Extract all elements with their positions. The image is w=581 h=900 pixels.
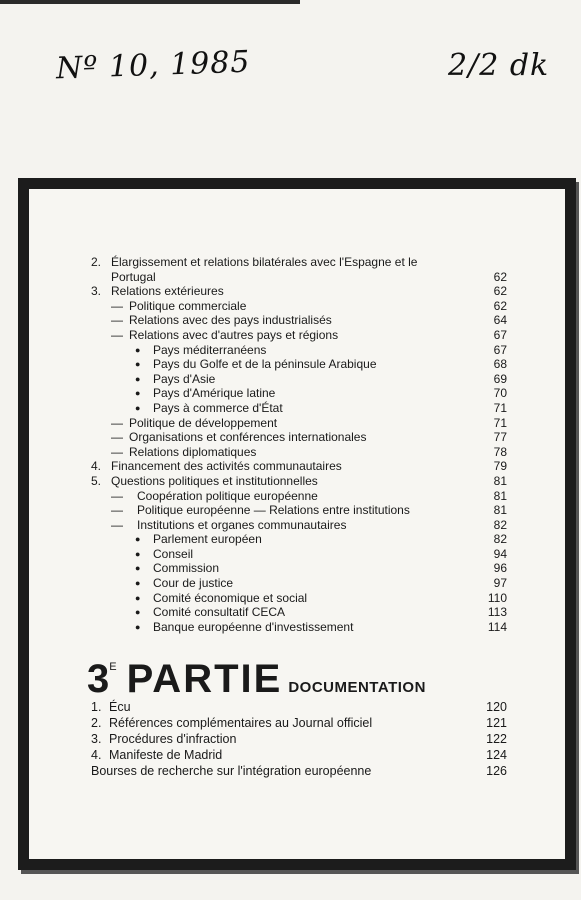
dash-marker: — bbox=[111, 327, 123, 342]
toc-entry bbox=[91, 561, 507, 576]
entry-number: 4. bbox=[91, 748, 102, 762]
page-number: 62 bbox=[493, 284, 507, 299]
page-number: 82 bbox=[493, 532, 507, 547]
entry-text: Pays du Golfe et de la péninsule Arabique bbox=[153, 357, 377, 372]
entry-text: Pays d'Asie bbox=[153, 371, 216, 386]
page-number: 121 bbox=[486, 716, 507, 730]
dash-marker: — bbox=[111, 488, 123, 503]
entry-title bbox=[135, 605, 507, 620]
entry-text: Relations diplomatiques bbox=[129, 444, 257, 459]
toc-entry bbox=[91, 518, 507, 533]
entry-title bbox=[111, 430, 507, 445]
entry-number: 2. bbox=[91, 255, 102, 269]
entry-title bbox=[111, 503, 507, 518]
entry-title bbox=[91, 763, 507, 779]
toc-entry bbox=[91, 474, 507, 489]
entry-text: Relations extérieures bbox=[111, 284, 224, 299]
toc-entry bbox=[91, 313, 507, 328]
entry-title bbox=[135, 386, 507, 401]
page-number: 64 bbox=[493, 313, 507, 328]
page-number: 96 bbox=[493, 561, 507, 576]
page-number: 81 bbox=[493, 473, 507, 488]
bullet-marker: ● bbox=[135, 359, 141, 370]
page-number: 69 bbox=[493, 371, 507, 386]
page-number: 94 bbox=[493, 546, 507, 561]
part-number-superscript: E bbox=[109, 661, 117, 673]
toc-entry bbox=[91, 503, 507, 518]
toc-entry bbox=[91, 576, 507, 591]
toc-entry bbox=[91, 489, 507, 504]
toc-entry bbox=[91, 747, 507, 763]
entry-title bbox=[109, 731, 507, 747]
entry-text: Manifeste de Madrid bbox=[109, 748, 223, 762]
page-number: 82 bbox=[493, 517, 507, 532]
entry-title bbox=[111, 489, 507, 504]
entry-title bbox=[111, 299, 507, 314]
toc-entry bbox=[91, 343, 507, 358]
bullet-marker: ● bbox=[135, 563, 141, 574]
entry-number: 4. bbox=[91, 459, 102, 474]
entry-number: 2. bbox=[91, 716, 102, 730]
entry-text: Coopération politique européenne bbox=[137, 488, 318, 503]
entry-text: Institutions et organes communautaires bbox=[137, 517, 347, 532]
toc-entry bbox=[91, 445, 507, 460]
toc-entry bbox=[91, 255, 507, 284]
page-number: 110 bbox=[487, 590, 507, 605]
page-number: 113 bbox=[487, 605, 507, 620]
toc-entry bbox=[91, 372, 507, 387]
toc-entry bbox=[91, 357, 507, 372]
entry-text: Parlement européen bbox=[153, 532, 262, 547]
entry-title bbox=[111, 284, 507, 299]
entry-text: Écu bbox=[109, 700, 131, 714]
contents-frame bbox=[18, 178, 576, 870]
entry-title bbox=[111, 518, 507, 533]
part-subtitle: DOCUMENTATION bbox=[288, 679, 426, 696]
dash-marker: — bbox=[111, 415, 123, 430]
entry-title bbox=[111, 459, 507, 474]
bullet-marker: ● bbox=[135, 621, 141, 632]
entry-text: Relations avec d'autres pays et régions bbox=[129, 327, 339, 342]
toc-entry bbox=[91, 430, 507, 445]
toc-entry bbox=[91, 328, 507, 343]
entry-number: 5. bbox=[91, 473, 102, 488]
entry-title bbox=[109, 715, 507, 731]
entry-text: Financement des activités communautaires bbox=[111, 459, 342, 474]
entry-title bbox=[135, 357, 507, 372]
entry-title bbox=[111, 416, 507, 431]
page-number: 67 bbox=[493, 342, 507, 357]
part-3-heading bbox=[87, 657, 426, 702]
entry-title bbox=[109, 747, 507, 763]
bullet-marker: ● bbox=[135, 373, 141, 384]
toc-entry bbox=[91, 547, 507, 562]
entry-number: 3. bbox=[91, 732, 102, 746]
page-number: 126 bbox=[486, 764, 507, 778]
entry-title bbox=[135, 547, 507, 562]
entry-number: 3. bbox=[91, 284, 102, 299]
page-number: 68 bbox=[493, 357, 507, 372]
entry-title bbox=[135, 372, 507, 387]
page-number: 97 bbox=[493, 576, 507, 591]
bullet-marker: ● bbox=[135, 548, 141, 559]
entry-text: Élargissement et relations bilatérales avec l'Espagne et le Portugal bbox=[111, 255, 418, 284]
page-number: 78 bbox=[493, 444, 507, 459]
entry-title bbox=[111, 445, 507, 460]
entry-title bbox=[111, 313, 507, 328]
bullet-marker: ● bbox=[135, 388, 141, 399]
part-number: 3 bbox=[87, 657, 109, 701]
entry-text: Cour de justice bbox=[153, 576, 234, 591]
entry-text: Bourses de recherche sur l'intégration européenne bbox=[91, 764, 372, 778]
dash-marker: — bbox=[111, 430, 123, 445]
entry-title bbox=[135, 343, 507, 358]
entry-title bbox=[111, 255, 507, 284]
entry-text: Questions politiques et institutionnelles bbox=[111, 473, 318, 488]
entry-text: Comité consultatif CECA bbox=[153, 605, 286, 620]
toc-entry bbox=[91, 299, 507, 314]
dash-marker: — bbox=[111, 313, 123, 328]
toc-entry bbox=[91, 715, 507, 731]
toc-entry bbox=[91, 532, 507, 547]
bullet-marker: ● bbox=[135, 578, 141, 589]
page-number: 62 bbox=[493, 269, 507, 284]
page-number: 124 bbox=[486, 748, 507, 762]
entry-text: Procédures d'infraction bbox=[109, 732, 237, 746]
handwritten-annotation: 2/2 dk bbox=[448, 48, 550, 83]
dash-marker: — bbox=[111, 517, 123, 532]
entry-text: Comité économique et social bbox=[153, 590, 308, 605]
page-number: 71 bbox=[493, 400, 507, 415]
part-3-contents bbox=[91, 699, 507, 779]
page-number: 81 bbox=[493, 488, 507, 503]
page-number: 77 bbox=[493, 430, 507, 445]
part-word: PARTIE bbox=[126, 657, 283, 701]
page-number: 122 bbox=[486, 732, 507, 746]
bullet-marker: ● bbox=[135, 607, 141, 618]
entry-title bbox=[109, 699, 507, 715]
entry-text: Références complémentaires au Journal officiel bbox=[109, 716, 373, 730]
entry-text: Organisations et conférences internationales bbox=[129, 430, 367, 445]
entry-text: Politique commerciale bbox=[129, 298, 247, 313]
entry-title bbox=[135, 620, 507, 635]
entry-title bbox=[135, 561, 507, 576]
toc-entry bbox=[91, 416, 507, 431]
entry-text: Relations avec des pays industrialisés bbox=[129, 313, 332, 328]
table-of-contents bbox=[91, 255, 507, 634]
scan-edge bbox=[0, 0, 300, 4]
bullet-marker: ● bbox=[135, 402, 141, 413]
toc-entry bbox=[91, 401, 507, 416]
toc-entry bbox=[91, 386, 507, 401]
toc-entry bbox=[91, 605, 507, 620]
dash-marker: — bbox=[111, 298, 123, 313]
entry-text: Politique de développement bbox=[129, 415, 278, 430]
entry-text: Pays d'Amérique latine bbox=[153, 386, 276, 401]
dash-marker: — bbox=[111, 444, 123, 459]
page-number: 120 bbox=[486, 700, 507, 714]
entry-text: Politique européenne — Relations entre institutions bbox=[137, 503, 410, 518]
handwritten-issue-number: Nº 10, 1985 bbox=[55, 44, 252, 87]
toc-entry bbox=[91, 620, 507, 635]
entry-number: 1. bbox=[91, 700, 102, 714]
page-number: 71 bbox=[493, 415, 507, 430]
page-number: 62 bbox=[493, 298, 507, 313]
toc-entry bbox=[91, 731, 507, 747]
toc-entry bbox=[91, 591, 507, 606]
toc-entry bbox=[91, 459, 507, 474]
entry-text: Banque européenne d'investissement bbox=[153, 619, 354, 634]
toc-entry bbox=[91, 763, 507, 779]
toc-entry bbox=[91, 699, 507, 715]
page-number: 79 bbox=[493, 459, 507, 474]
entry-title bbox=[135, 576, 507, 591]
entry-title bbox=[111, 328, 507, 343]
page-number: 114 bbox=[487, 619, 507, 634]
entry-title bbox=[135, 591, 507, 606]
bullet-marker: ● bbox=[135, 592, 141, 603]
entry-title bbox=[135, 532, 507, 547]
entry-title bbox=[111, 474, 507, 489]
entry-text: Commission bbox=[153, 561, 220, 576]
entry-text: Pays méditerranéens bbox=[153, 342, 267, 357]
entry-text: Pays à commerce d'État bbox=[153, 400, 283, 415]
entry-title bbox=[135, 401, 507, 416]
bullet-marker: ● bbox=[135, 344, 141, 355]
page-number: 70 bbox=[493, 386, 507, 401]
entry-text: Conseil bbox=[153, 546, 194, 561]
bullet-marker: ● bbox=[135, 534, 141, 545]
toc-entry bbox=[91, 284, 507, 299]
dash-marker: — bbox=[111, 503, 123, 518]
page-number: 67 bbox=[493, 327, 507, 342]
page-number: 81 bbox=[493, 503, 507, 518]
